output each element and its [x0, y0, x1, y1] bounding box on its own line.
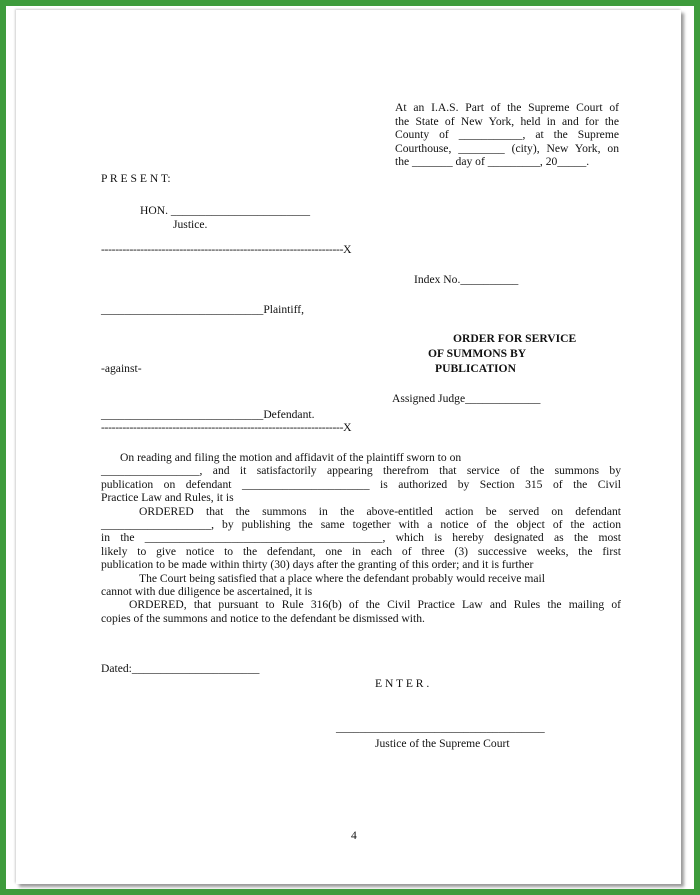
body-line: publication to be made within thirty (30) days after the granting of this order; and it is further	[101, 558, 534, 572]
body-line: ORDERED, that pursuant to Rule 316(b) of the Civil Practice Law and Rules the mailing of	[129, 598, 621, 612]
assigned-judge: Assigned Judge_____________	[392, 392, 541, 405]
page-number: 4	[351, 829, 357, 842]
court-header-line: the _______ day of _________, 20_____.	[395, 155, 590, 169]
hon-line: HON. ________________________	[140, 204, 311, 217]
justice-label: Justice.	[173, 218, 208, 231]
enter-label: E N T E R .	[375, 677, 430, 690]
body-line: publication on defendant ______________________ is authorized by Section 315 of the Civil	[101, 477, 621, 491]
order-title-line: ORDER FOR SERVICE	[453, 332, 577, 345]
body-line: The Court being satisfied that a place where the defendant probably would receive mail	[139, 571, 545, 585]
court-header	[395, 101, 619, 169]
court-header-line: At an I.A.S. Part of the Supreme Court of	[395, 101, 619, 114]
caption-divider-bottom: --------------------------------------------------------------------X	[101, 421, 352, 434]
defendant-line: ____________________________Defendant.	[101, 408, 315, 421]
court-header-line: the State of New York, held in and for the	[395, 114, 619, 128]
body-line: On reading and filing the motion and affidavit of the plaintiff sworn to on	[120, 451, 462, 464]
court-header-line: Courthouse, ________ (city), New York, on	[395, 141, 619, 155]
court-header-line: County of ___________, at the Supreme	[395, 128, 619, 142]
caption-divider-top: --------------------------------------------------------------------X	[101, 243, 352, 256]
order-title-line: OF SUMMONS BY	[428, 347, 527, 360]
order-body	[101, 451, 621, 625]
signature-line: ____________________________________	[336, 721, 545, 734]
document-page	[16, 10, 681, 884]
body-line: ___________________, by publishing the same together with a notice of the object of the action	[101, 517, 621, 531]
body-line: copies of the summons and notice to the defendant be dismissed with.	[101, 611, 425, 625]
body-line: cannot with due diligence be ascertained, it is	[101, 584, 313, 598]
present-label: P R E S E N T:	[101, 172, 171, 185]
against-label: -against-	[101, 362, 142, 375]
plaintiff-line: ____________________________Plaintiff,	[101, 303, 304, 316]
body-line: _________________, and it satisfactorily appearing therefrom that service of the summons by	[101, 464, 621, 478]
body-line: in the _________________________________________, which is hereby designated as the most	[101, 531, 621, 545]
body-line: likely to give notice to the defendant, one in each of three (3) successive weeks, the first	[101, 544, 621, 558]
image-frame	[6, 6, 694, 889]
dated-line: Dated:______________________	[101, 662, 260, 675]
body-line: Practice Law and Rules, it is	[101, 491, 234, 505]
body-line: ORDERED that the summons in the above-entitled action be served on defendant	[139, 504, 621, 518]
order-title-line: PUBLICATION	[435, 362, 516, 375]
index-number: Index No.__________	[414, 273, 519, 286]
signature-caption: Justice of the Supreme Court	[375, 737, 510, 750]
